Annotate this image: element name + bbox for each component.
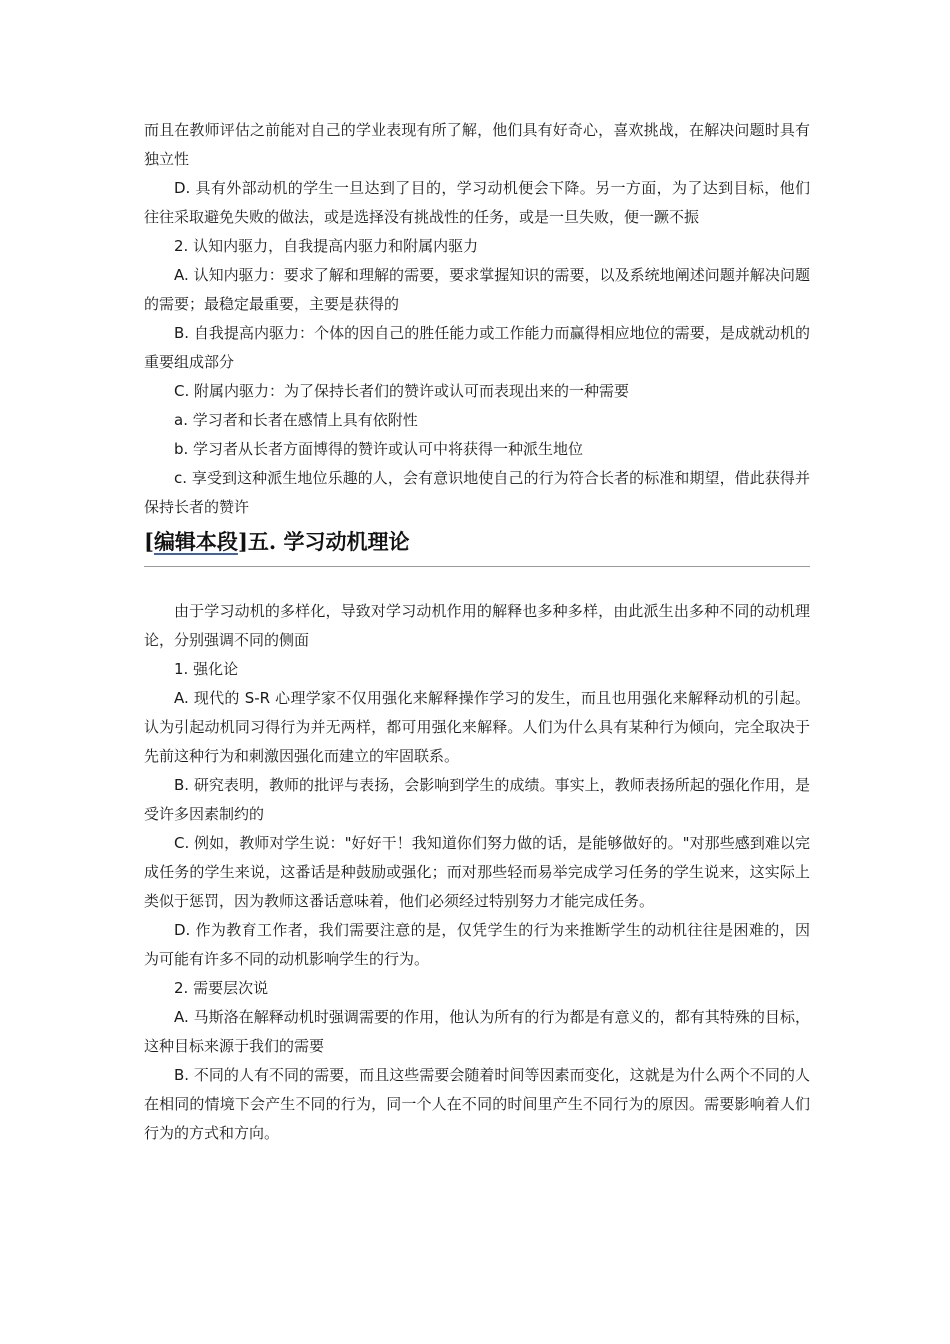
- paragraph: A. 马斯洛在解释动机时强调需要的作用，他认为所有的行为都是有意义的，都有其特殊的目标，这种目标来源于我们的需要: [144, 1008, 810, 1055]
- bracket-close: ]: [237, 529, 248, 554]
- paragraph: B. 研究表明，教师的批评与表扬，会影响到学生的成绩。事实上，教师表扬所起的强化作用，是受许多因素制约的: [144, 776, 810, 823]
- spacer: [144, 567, 810, 597]
- bracket-open: [: [144, 529, 154, 554]
- paragraph: 而且在教师评估之前能对自己的学业表现有所了解，他们具有好奇心，喜欢挑战，在解决问题时具有独立性: [144, 121, 810, 168]
- paragraph: B. 自我提高内驱力：个体的因自己的胜任能力或工作能力而赢得相应地位的需要，是成就动机的重要组成部分: [144, 324, 810, 371]
- paragraph: c. 享受到这种派生地位乐趣的人，会有意识地使自己的行为符合长者的标准和期望，借此获得并保持长者的赞许: [144, 469, 810, 516]
- paragraph: b. 学习者从长者方面博得的赞许或认可中将获得一种派生地位: [174, 440, 584, 458]
- paragraph: 由于学习动机的多样化，导致对学习动机作用的解释也多种多样，由此派生出多种不同的动机理论，分别强调不同的侧面: [144, 602, 810, 649]
- document-page: [144, 116, 810, 1148]
- paragraph: A. 认知内驱力：要求了解和理解的需要，要求掌握知识的需要，以及系统地阐述问题并解决问题的需要；最稳定最重要，主要是获得的: [144, 266, 810, 313]
- edit-section-link[interactable]: 编辑本段: [153, 529, 238, 554]
- paragraph: B. 不同的人有不同的需要，而且这些需要会随着时间等因素而变化，这就是为什么两个不同的人在相同的情境下会产生不同的行为，同一个人在不同的时间里产生不同行为的原因。需要影响着人们行为的方式和方向。: [144, 1066, 810, 1142]
- section-title: 五. 学习动机理论: [247, 529, 410, 554]
- paragraph: 2. 认知内驱力，自我提高内驱力和附属内驱力: [174, 237, 479, 255]
- paragraph: A. 现代的 S-R 心理学家不仅用强化来解释操作学习的发生，而且也用强化来解释动机的引起。认为引起动机同习得行为并无两样，都可用强化来解释。人们为什么具有某种行为倾向，完全取决于先前这种行为和刺激因强化而建立的牢固联系。: [144, 689, 810, 765]
- paragraph: D. 具有外部动机的学生一旦达到了目的，学习动机便会下降。另一方面，为了达到目标，他们往往采取避免失败的做法，或是选择没有挑战性的任务，或是一旦失败，便一蹶不振: [144, 179, 810, 226]
- paragraph: D. 作为教育工作者，我们需要注意的是，仅凭学生的行为来推断学生的动机往往是困难的，因为可能有许多不同的动机影响学生的行为。: [144, 921, 810, 968]
- paragraph: 1. 强化论: [174, 660, 239, 678]
- paragraph: a. 学习者和长者在感情上具有依附性: [174, 411, 418, 429]
- paragraph: 2. 需要层次说: [174, 979, 269, 997]
- paragraph: C. 附属内驱力：为了保持长者们的赞许或认可而表现出来的一种需要: [174, 382, 630, 400]
- paragraph: C. 例如，教师对学生说："好好干！我知道你们努力做的话，是能够做好的。"对那些感到难以完成任务的学生来说，这番话是种鼓励或强化；而对那些轻而易举完成学习任务的学生说来，这实际上类似于惩罚，因为教师这番话意味着，他们必须经过特别努力才能完成任务。: [144, 834, 810, 910]
- section-heading: [144, 522, 810, 562]
